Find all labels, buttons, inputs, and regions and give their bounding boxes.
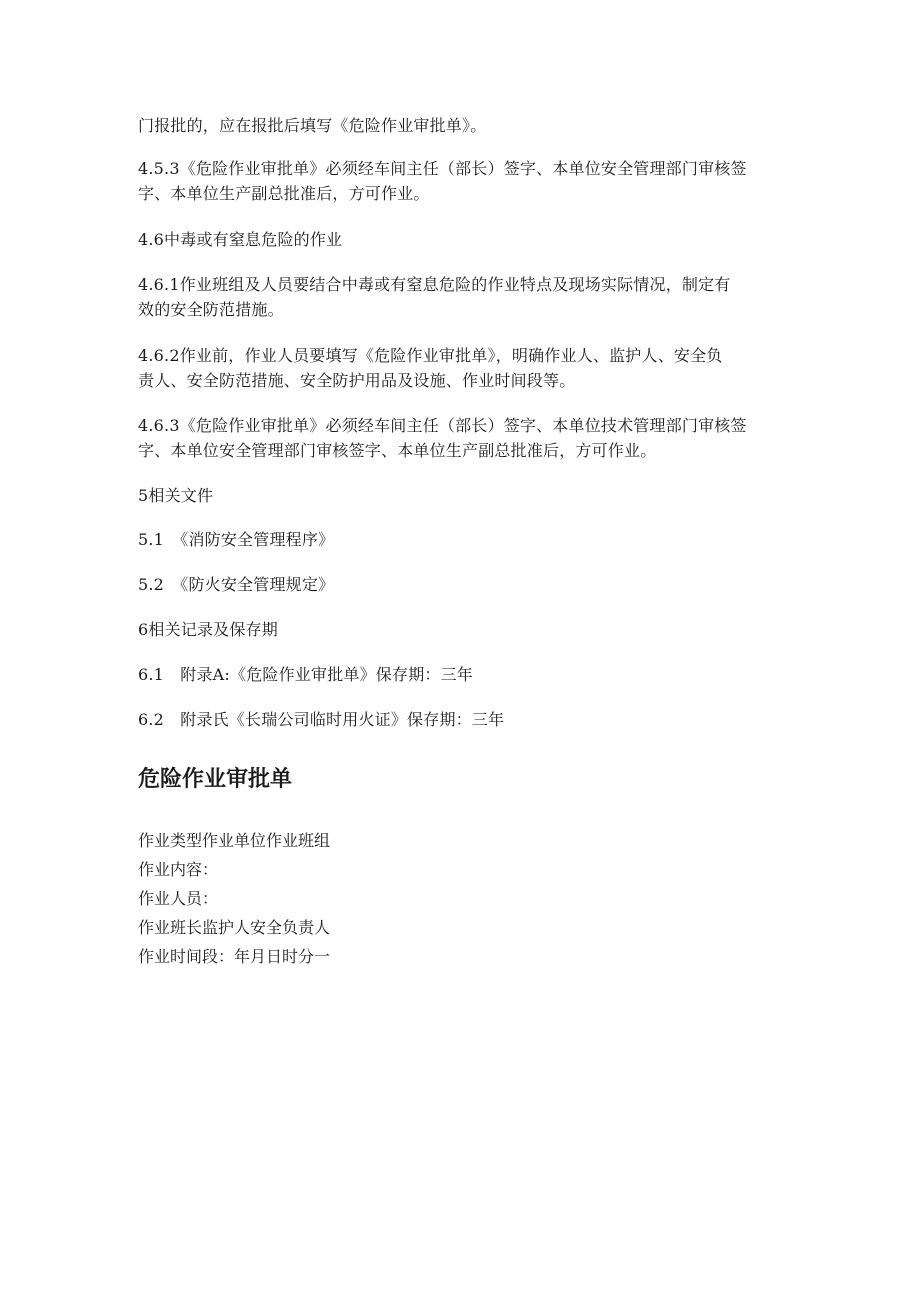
- text-line: 门报批的，应在报批后填写《危险作业审批单》。: [138, 116, 487, 135]
- text-line: 责人、安全防范措施、安全防护用品及设施、作业时间段等。: [138, 371, 576, 390]
- text-line: 6相关记录及保存期: [138, 620, 278, 639]
- paragraph-4-6-3: [138, 413, 788, 463]
- paragraph-4-6-2: [138, 343, 788, 393]
- text-line: 5.1 《消防安全管理程序》: [138, 530, 335, 549]
- text-line: 4.5.3《危险作业审批单》必须经车间主任（部长）签字、本单位安全管理部门审核签: [138, 159, 747, 178]
- form-line-workers: 作业人员：: [138, 889, 219, 908]
- section-4-6-heading: [138, 227, 788, 252]
- text-line: 字、本单位生产副总批准后，方可作业。: [138, 184, 430, 203]
- form-line-supervisors: 作业班长监护人安全负责人: [138, 918, 331, 937]
- item-5-2: [138, 572, 788, 597]
- text-line: 效的安全防范措施。: [138, 300, 284, 319]
- form-line-time-period: 作业时间段：年月日时分一: [138, 947, 331, 966]
- paragraph-4-5-3: [138, 156, 788, 206]
- section-5-heading: [138, 483, 788, 508]
- text-line: 4.6中毒或有窒息危险的作业: [138, 230, 343, 249]
- item-6-2: [138, 707, 788, 732]
- text-line: 6.1 附录A:《危险作业审批单》保存期：三年: [138, 665, 473, 684]
- paragraph-report-approval: [138, 113, 788, 138]
- text-line: 4.6.1作业班组及人员要结合中毒或有窒息危险的作业特点及现场实际情况，制定有: [138, 275, 731, 294]
- text-line: 4.6.3《危险作业审批单》必须经车间主任（部长）签字、本单位技术管理部门审核签: [138, 416, 747, 435]
- text-line: 字、本单位安全管理部门审核签字、本单位生产副总批准后，方可作业。: [138, 441, 657, 460]
- text-line: 4.6.2作业前，作业人员要填写《危险作业审批单》，明确作业人、监护人、安全负: [138, 346, 723, 365]
- form-line-work-content: 作业内容：: [138, 860, 219, 879]
- text-line: 5.2 《防火安全管理规定》: [138, 575, 335, 594]
- text-line: 5相关文件: [138, 486, 214, 505]
- item-6-1: [138, 662, 788, 687]
- text-line: 6.2 附录氏《长瑞公司临时用火证》保存期：三年: [138, 710, 505, 729]
- form-title: 危险作业审批单: [138, 767, 293, 792]
- item-5-1: [138, 527, 788, 552]
- section-6-heading: [138, 617, 788, 642]
- form-line-work-type: 作业类型作业单位作业班组: [138, 831, 331, 850]
- paragraph-4-6-1: [138, 272, 788, 322]
